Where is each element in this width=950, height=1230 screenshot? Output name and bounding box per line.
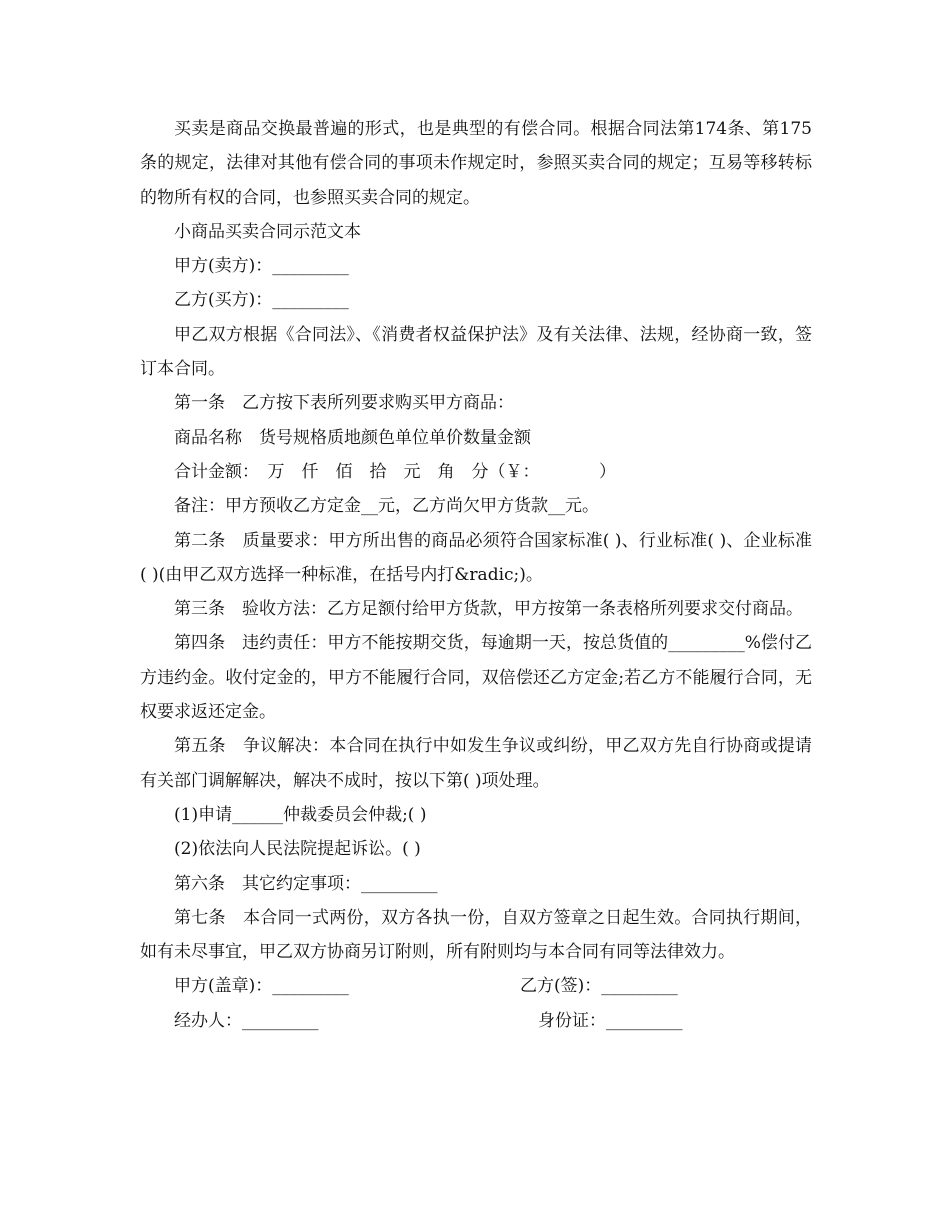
signature-row-2 bbox=[140, 1004, 812, 1038]
article-5: 第五条 争议解决：本合同在执行中如发生争议或纠纷，甲乙双方先自行协商或提请有关部门调解解决，解决不成时，按以下第( )项处理。 bbox=[140, 736, 812, 791]
party-a-seal-field: 甲方(盖章)：_________ bbox=[174, 976, 349, 997]
total-amount-line: 合计金额： 万 仟 佰 拾 元 角 分（￥： ） bbox=[174, 461, 616, 482]
article-3: 第三条 验收方法：乙方足额付给甲方货款，甲方按第一条表格所列要求交付商品。 bbox=[174, 599, 803, 620]
article-6: 第六条 其它约定事项：_________ bbox=[174, 873, 438, 894]
article-4: 第四条 违约责任：甲方不能按期交货，每逾期一天，按总货值的_________%偿付乙方违约金。收付定金的，甲方不能履行合同，双倍偿还乙方定金;若乙方不能履行合同，无权要求返还定金。 bbox=[140, 633, 812, 723]
party-a-seller: 甲方(卖方)：_________ bbox=[174, 256, 349, 277]
party-b-sign-field: 乙方(签)：_________ bbox=[520, 976, 678, 997]
option-litigation: (2)依法向人民法院提起诉讼。( ) bbox=[174, 839, 421, 860]
paragraph-preamble: 甲乙双方根据《合同法》、《消费者权益保护法》及有关法律、法规，经协商一致，签订本合同。 bbox=[140, 324, 812, 380]
signature-row-1 bbox=[140, 969, 812, 1003]
article-2: 第二条 质量要求：甲方所出售的商品必须符合国家标准( )、行业标准( )、企业标准( )(由甲乙双方选择一种标准，在括号内打&radic;)。 bbox=[140, 530, 812, 585]
article-7: 第七条 本合同一式两份，双方各执一份，自双方签章之日起生效。合同执行期间，如有未尽事宜，甲乙双方协商另订附则，所有附则均与本合同有同等法律效力。 bbox=[140, 907, 812, 963]
agent-field: 经办人：_________ bbox=[174, 1010, 319, 1031]
paragraph-intro: 买卖是商品交换最普遍的形式，也是典型的有偿合同。根据合同法第174条、第175条的规定，法律对其他有偿合同的事项未作规定时，参照买卖合同的规定；互易等移转标的物所有权的合同，也参照买卖合同的规定。 bbox=[140, 119, 812, 208]
id-card-field: 身份证：_________ bbox=[538, 1010, 683, 1031]
article-1: 第一条 乙方按下表所列要求购买甲方商品： bbox=[174, 393, 514, 414]
table-header-line: 商品名称 货号规格质地颜色单位单价数量金额 bbox=[174, 427, 531, 448]
remarks-line: 备注：甲方预收乙方定金__元，乙方尚欠甲方货款__元。 bbox=[174, 496, 599, 517]
option-arbitration: (1)申请______仲裁委员会仲裁;( ) bbox=[174, 804, 427, 825]
paragraph-title: 小商品买卖合同示范文本 bbox=[174, 221, 361, 242]
party-b-buyer: 乙方(买方)：_________ bbox=[174, 290, 349, 311]
